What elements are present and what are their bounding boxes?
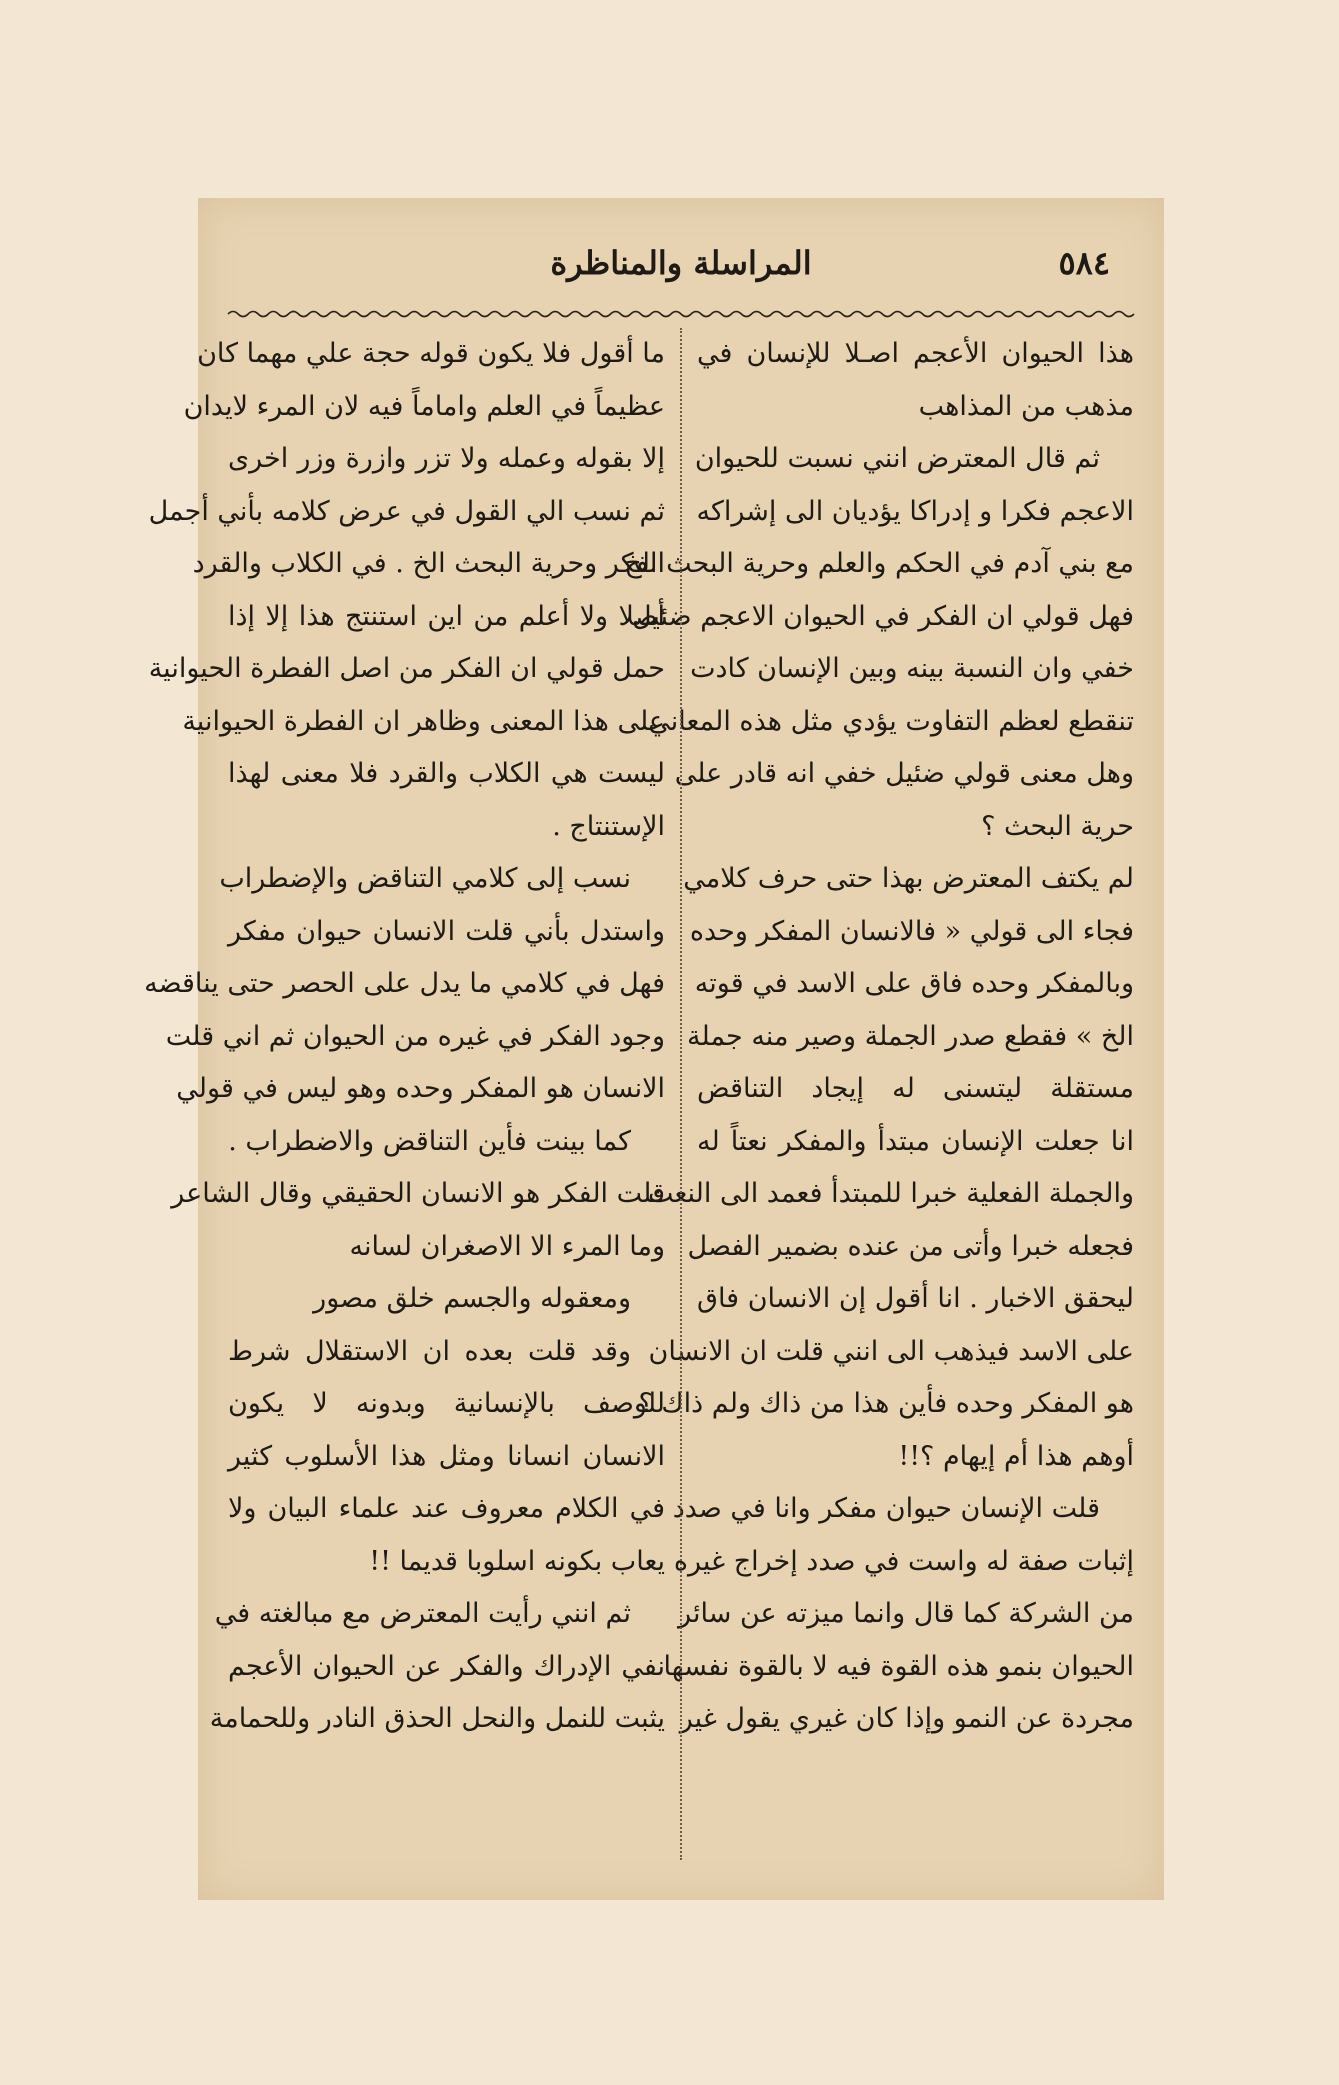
text-line: واستدل بأني قلت الانسان حيوان مفكر [228, 915, 665, 947]
text-line: من الشركة كما قال وانما ميزته عن سائر [678, 1598, 1134, 1629]
text-line: ليست هي الكلاب والقرد فلا معنى لهذا [228, 758, 665, 789]
text-line: يثبت للنمل والنحل الحذق النادر وللحمامة [209, 1703, 665, 1734]
text-line: وجود الفكر في غيره من الحيوان ثم اني قلت [165, 1020, 665, 1052]
text-line: ما أقول فلا يكون قوله حجة علي مهما كان [197, 338, 665, 369]
text-line: نفي الإدراك والفكر عن الحيوان الأعجم [228, 1650, 665, 1682]
text-line: فهل قولي ان الفكر في الحيوان الاعجم ضئيل [631, 600, 1134, 632]
text-line: الحيوان بنمو هذه القوة فيه لا بالقوة نفسها [663, 1650, 1134, 1682]
text-line: الاعجم فكرا و إدراكا يؤديان الى إشراكه [696, 495, 1134, 527]
text-line: على الاسد فيذهب الى انني قلت ان الانسان [648, 1335, 1134, 1367]
text-line: ليحقق الاخبار . انا أقول إن الانسان فاق [697, 1283, 1134, 1314]
text-line: تنقطع لعظم التفاوت يؤدي مثل هذه المعاني [648, 705, 1134, 737]
text-line: أصلا ولا أعلم من اين استنتج هذا إلا إذا [228, 600, 665, 632]
text-line: فهل في كلامي ما يدل على الحصر حتى يناقضه [144, 968, 665, 999]
text-line: إثبات صفة له واست في صدد إخراج غيره [673, 1545, 1134, 1577]
text-line: مع بني آدم في الحكم والعلم وحرية البحث الخ [624, 548, 1134, 579]
text-line: ثم نسب الي القول في عرض كلامه بأني أجمل [148, 495, 665, 527]
text-line: قلت الإنسان حيوان مفكر وانا في صدد [672, 1493, 1100, 1524]
text-line: فجاء الى قولي « فالانسان المفكر وحده [689, 915, 1134, 947]
text-line: هذا الحيوان الأعجم اصـلا للإنسان في [697, 338, 1134, 369]
text-line: إلا بقوله وعمله ولا تزر وازرة وزر اخرى [228, 443, 665, 474]
text-line: لم يكتف المعترض بهذا حتى حرف كلامي [683, 863, 1134, 894]
text-line: عظيماً في العلم واماماً فيه لان المرء لايدان [183, 390, 665, 422]
text-line: وبالمفكر وحده فاق على الاسد في قوته [694, 968, 1134, 999]
page-header [228, 238, 1134, 298]
header-rule [228, 308, 1134, 320]
text-line: ومعقوله والجسم خلق مصور [313, 1283, 631, 1314]
text-line: الانسان هو المفكر وحده وهو ليس في قولي [176, 1073, 665, 1104]
text-line: وما المرء الا الاصغران لسانه [349, 1230, 665, 1262]
text-line: الخ » فقطع صدر الجملة وصير منه جملة [687, 1020, 1134, 1052]
text-line: حمل قولي ان الفكر من اصل الفطرة الحيوانية [148, 653, 665, 684]
text-line: الإستنتاج . [552, 810, 665, 842]
text-line: هو المفكر وحده فأين هذا من ذاك ولم ذاك ؟ [638, 1388, 1134, 1419]
text-line: خفي وان النسبة بينه وبين الإنسان كادت [690, 653, 1134, 684]
text-line: أوهم هذا أم إيهام ؟!! [898, 1440, 1134, 1472]
text-line: ثم انني رأيت المعترض مع مبالغته في [214, 1598, 631, 1629]
left-column [144, 328, 665, 1860]
text-line: وهل معنى قولي ضئيل خفي انه قادر على [674, 758, 1134, 789]
column-divider [680, 328, 682, 1860]
text-line: للوصف بالإنسانية وبدونه لا يكون [228, 1388, 665, 1419]
text-line: قلت الفكر هو الانسان الحقيقي وقال الشاعر [171, 1178, 665, 1209]
text-line: مذهب من المذاهب [918, 390, 1134, 422]
text-line: ثم قال المعترض انني نسبت للحيوان [694, 443, 1100, 474]
text-line: فجعله خبرا وأتى من عنده بضمير الفصل [687, 1230, 1134, 1262]
text-line: وقد قلت بعده ان الاستقلال شرط [228, 1335, 631, 1367]
text-line: والجملة الفعلية خبرا للمبتدأ فعمد الى النعت [647, 1178, 1134, 1209]
text-line: يعاب بكونه اسلوبا قديما !! [369, 1545, 665, 1577]
text-line: مستقلة ليتسنى له إيجاد التناقض [697, 1073, 1134, 1104]
page-number: ٥٨٤ [1058, 244, 1110, 282]
text-line: مجردة عن النمو وإذا كان غيري يقول غير [679, 1703, 1134, 1734]
text-line: على هذا المعنى وظاهر ان الفطرة الحيوانية [182, 705, 665, 737]
book-page [144, 198, 1164, 1900]
right-column [624, 328, 1134, 1860]
text-line: انا جعلت الإنسان مبتدأ والمفكر نعتاً له [697, 1125, 1134, 1157]
text-line: الانسان انسانا ومثل هذا الأسلوب كثير [228, 1440, 665, 1472]
text-line: في الكلام معروف عند علماء البيان ولا [228, 1493, 665, 1524]
text-line: نسب إلى كلامي التناقض والإضطراب [219, 863, 631, 894]
text-columns [144, 328, 1134, 1860]
running-title: المراسلة والمناظرة [550, 244, 812, 282]
text-line: الفكر وحرية البحث الخ . في الكلاب والقرد [192, 548, 665, 579]
text-line: كما بينت فأين التناقض والاضطراب . [228, 1125, 631, 1157]
text-line: حرية البحث ؟ [981, 810, 1134, 842]
